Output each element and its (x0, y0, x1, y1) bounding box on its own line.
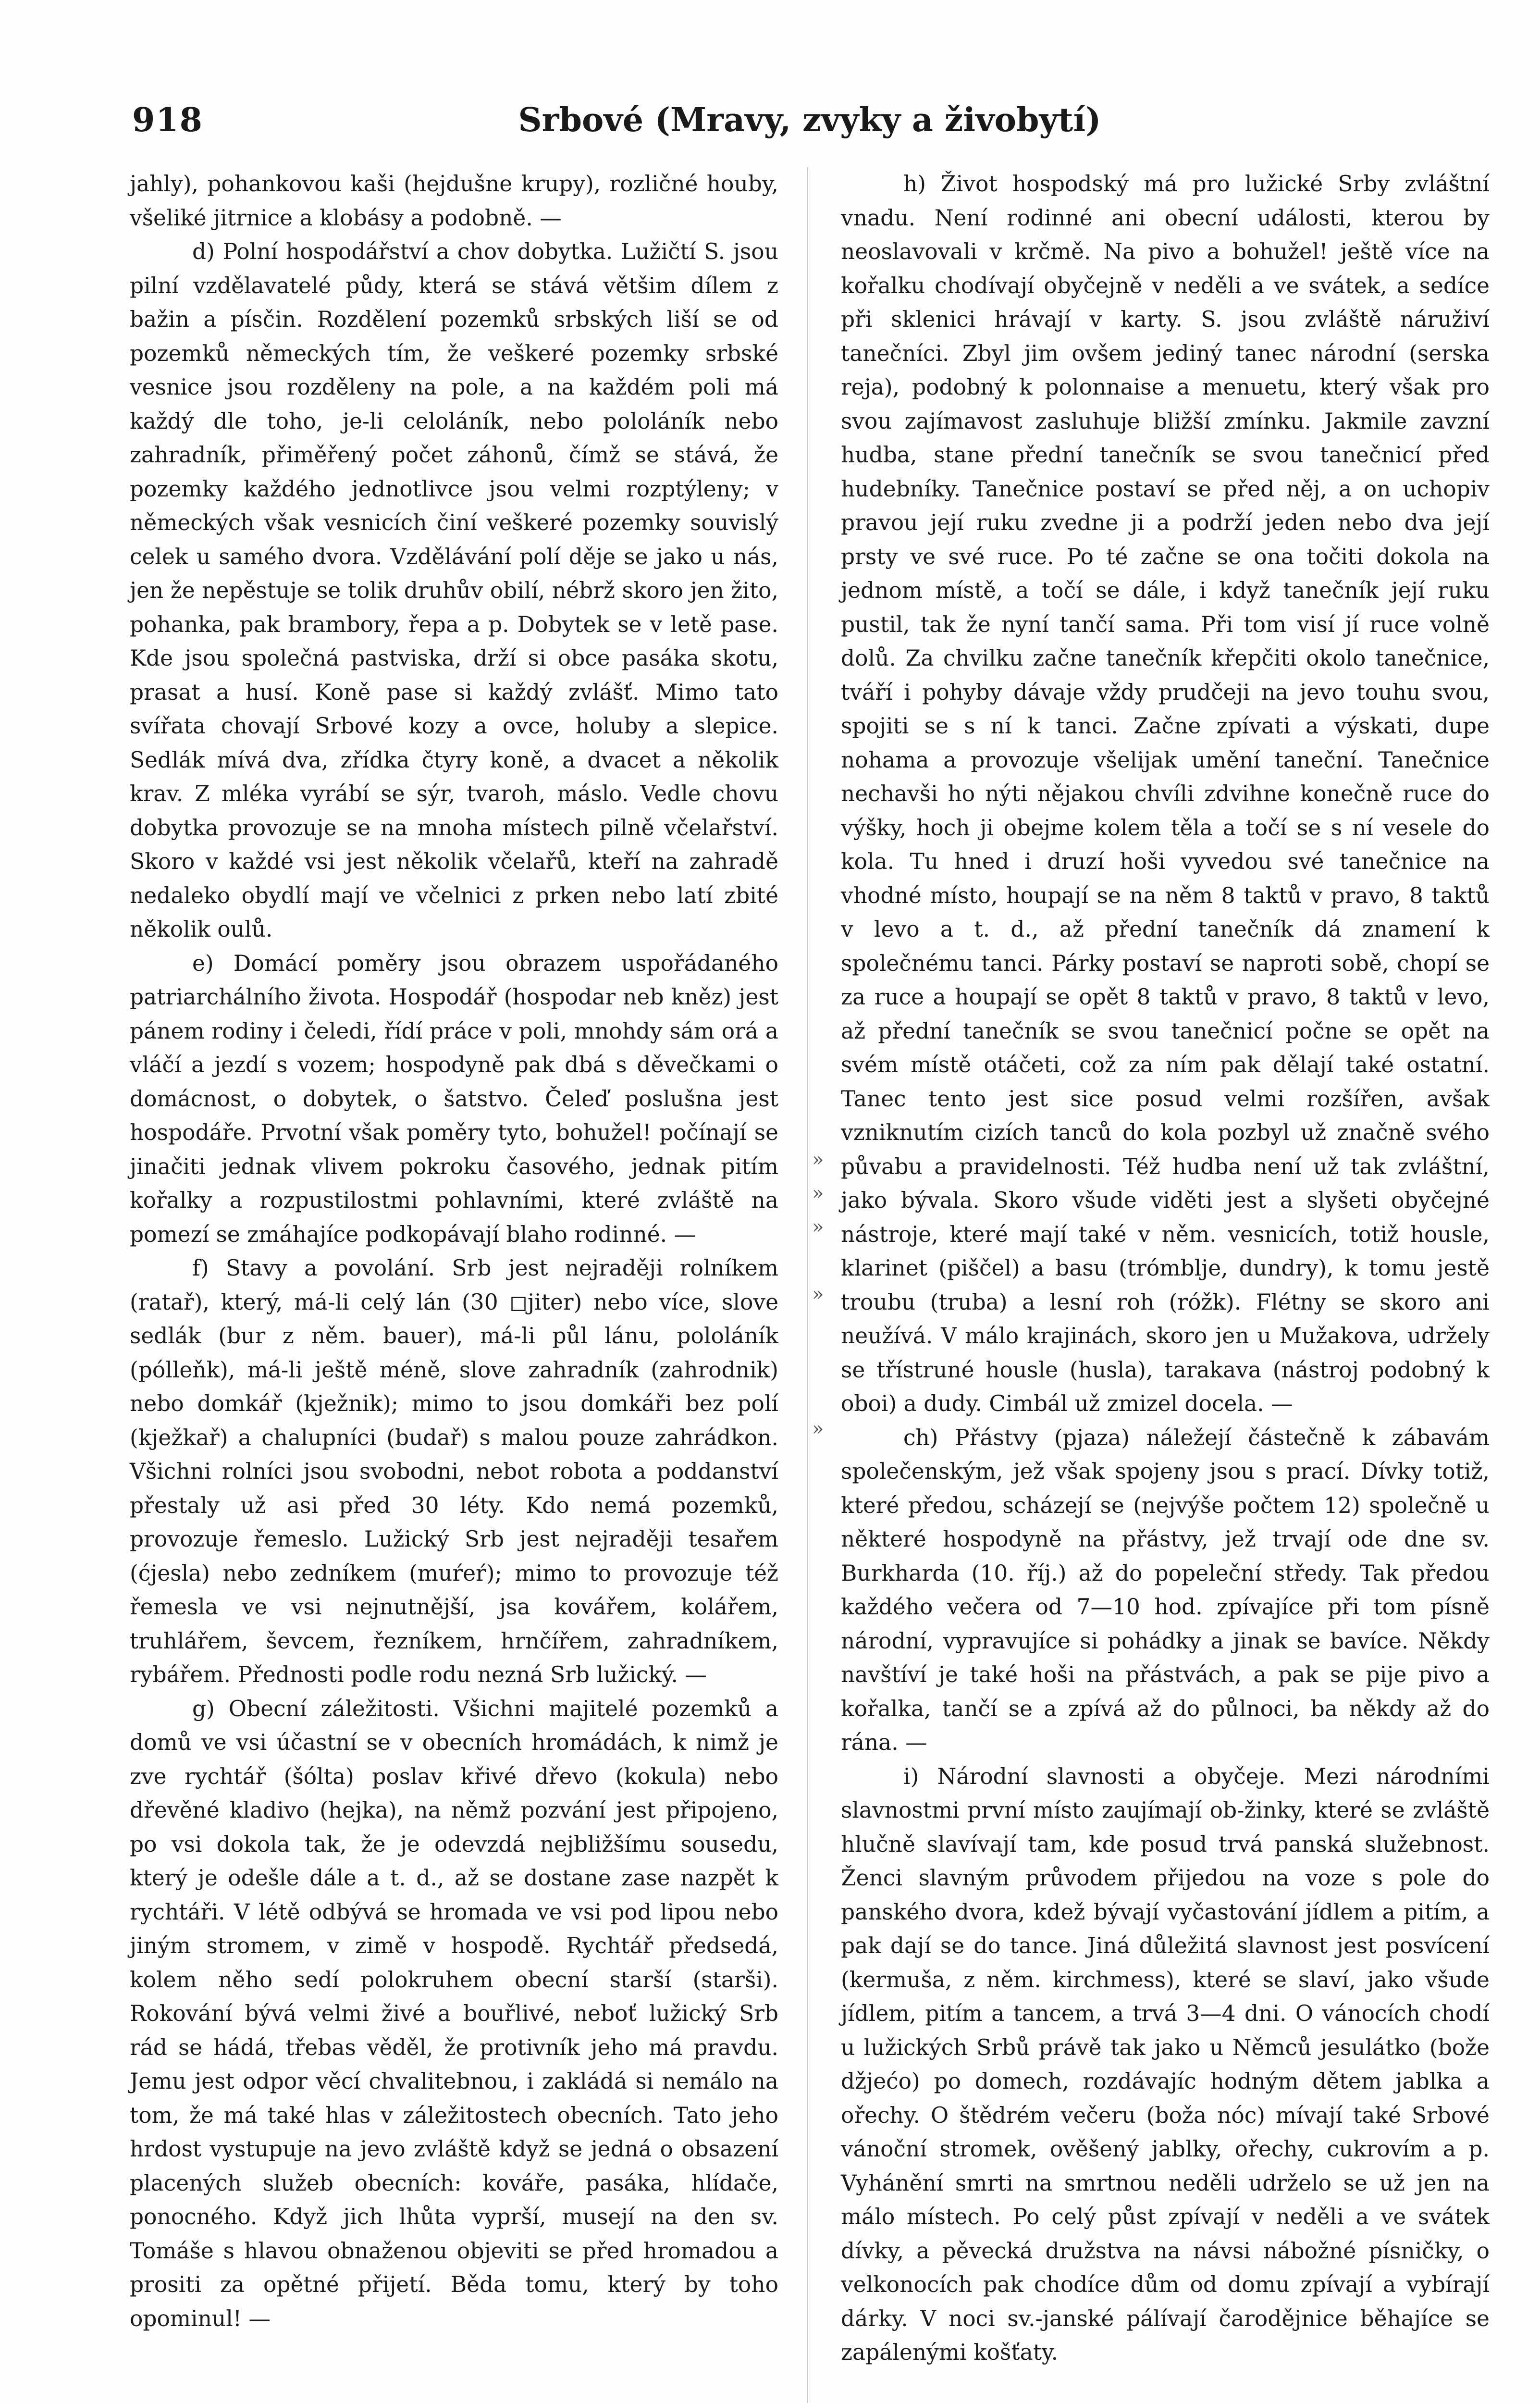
margin-mark: » (812, 1283, 824, 1305)
paragraph: e) Domácí poměry jsou obrazem uspořádaného patriarchálního života. Hospodář (hospodar neb kněz) jest pánem rodiny i čeledi, řídí práce v poli, mnohdy sám orá a vláčí a jezdí s vozem; hospodyně pak dbá s děvečkami o domácnost, o dobytek, o šatstvo. Čeleď poslušna jest hospodáře. Prvotní však poměry tyto, bohužel! počínají se jinačiti jednak vlivem pokroku časového, jednak pitím kořalky a rozpustilostmi pohlavními, které zvláště na pomezí se zmáhajíce podkopávají blaho rodinné. — (130, 950, 778, 1247)
paragraph: d) Polní hospodářství a chov dobytka. Lužičtí S. jsou pilní vzdělavatelé půdy, která se stává většim dílem z bažin a písčin. Rozdělení pozemků srbských liší se od pozemků německých tím, že veškeré pozemky srbské vesnice jsou rozděleny na pole, a na každém poli má každý dle toho, je-li celoláník, nebo pololáník nebo zahradník, přiměřený počet záhonů, čímž se stává, že pozemky každého jednotlivce jsou velmi rozptýleny; v německých však vesnicích činí veškeré pozemky souvislý celek u samého dvora. Vzdělávání polí děje se jako u nás, jen že nepěstuje se tolik druhův obilí, nébrž skoro jen žito, pohanka, pak brambory, řepa a p. Dobytek se v letě pase. Kde jsou společná pastviska, drží si obce pasáka skotu, prasat a husí. Koně pase si každý zvlášť. Mimo tato svířata chovají Srbové kozy a ovce, holuby a slepice. Sedlák mívá dva, zřídka čtyry koně, a dvacet a několik krav. Z mléka vyrábí se sýr, tvaroh, máslo. Vedle chovu dobytka provozuje se na mnoha místech pilně včelařství. Skoro v každé vsi jest několik včelařů, kteří na zahradě nedaleko obydlí mají ve včelnici z prken nebo latí zbité několik oulů. (130, 239, 778, 942)
margin-mark: » (812, 1182, 824, 1204)
column-divider (807, 167, 808, 2403)
margin-mark: » (812, 1418, 824, 1440)
page-header (132, 101, 1487, 144)
paragraph: jahly), pohankovou kaši (hejdušne krupy), rozličné houby, všeliké jitrnice a klobásy a podobně. — (130, 171, 778, 231)
paragraph: g) Obecní záležitosti. Všichni majitelé pozemků a domů ve vsi účastní se v obecních hromádách, k nimž je zve rychtář (šólta) poslav křivé dřevo (kokula) nebo dřevěné kladivo (hejka), na němž pozvání jest připojeno, po vsi dokola tak, že je odevzdá nejbližšímu sousedu, který je odešle dále a t. d., až se dostane zase nazpět k rychtáři. V létě odbývá se hromada ve vsi pod lipou nebo jiným stromem, v zimě v hospodě. Rychtář předsedá, kolem něho sedí polokruhem obecní starší (starši). Rokování bývá velmi živé a bouřlivé, neboť lužický Srb rád se hádá, třebas věděl, že protivník jeho má pravdu. Jemu jest odpor věcí chvalitebnou, i zakládá si nemálo na tom, že má také hlas v záležitostech obecních. Tato jeho hrdost vystupuje na jevo zvláště když se jedná o obsazení placených služeb obecních: kováře, pasáka, hlídače, ponocného. Když jich lhůta vyprší, musejí na den sv. Tomáše s hlavou obnaženou objeviti se před hromadou a prositi za opětné přijetí. Běda tomu, který by toho opominul! — (130, 1696, 778, 2331)
paragraph: h) Život hospodský má pro lužické Srby zvláštní vnadu. Není rodinné ani obecní události, kterou by neoslavovali v krčmě. Na pivo a bohužel! ještě více na kořalku chodívají obyčejně v neděli a ve svátek, a sedíce při sklenici hrávají v karty. S. jsou zvláště náruživí tanečníci. Zbyl jim ovšem jediný tanec národní (serska reja), podobný k polonnaise a menuetu, který však pro svou zajímavost zasluhuje bližší zmínku. Jakmile zavzní hudba, stane přední tanečník se svou tanečnicí před hudebníky. Tanečnice postaví se před něj, a on uchopiv pravou její ruku zvedne ji a podrží jeden nebo dva její prsty ve své ruce. Po té začne se ona točiti dokola na jednom místě, a točí se dále, i když tanečník její ruku pustil, tak že nyní tančí sama. Při tom visí jí ruce volně dolů. Za chvilku začne tanečník křepčiti okolo tanečnice, tváří i pohyby dávaje vždy prudčeji na jevo touhu svou, spojiti se s ní k tanci. Začne zpívati a výskati, dupe nohama a provozuje všelijak umění taneční. Tanečnice nechavši ho nýti nějakou chvíli zdvihne konečně ruce do výšky, hoch ji obejme kolem těla a točí se s ní vesele do kola. Tu hned i druzí hoši vyvedou své tanečnice na vhodné místo, houpají se na něm 8 taktů v pravo, 8 taktů v levo a t. d., až přední tanečník dá znamení k společnému tanci. Párky postaví se naproti sobě, chopí se za ruce a houpají se opět 8 taktů v pravo, 8 taktů v levo, až přední tanečník se svou tanečnicí počne se opět na svém místě otáčeti, což za ním pak dělají také ostatní. Tanec tento jest sice posud velmi rozšířen, avšak vzniknutím cizích tanců do kola pozbyl už značně svého půvabu a pravidelnosti. Též hudba není už tak zvláštní, jako bývala. Skoro všude viděti jest a slyšeti obyčejné nástroje, které mají také v něm. vesnicích, totiž housle, klarinet (piščel) a basu (trómblje, dundry), k tomu jestě troubu (truba) a lesní roh (róžk). Flétny se skoro ani neužívá. V málo krajinách, skoro jen u Mužakova, udržely se třístruné housle (husla), tarakava (nástroj podobný k oboi) a dudy. Cimbál už zmizel docela. — (841, 171, 1490, 1416)
running-title: Srbové (Mravy, zvyky a živobytí) (518, 101, 1101, 139)
paragraph: ch) Přástvy (pjaza) náležejí částečně k zábavám společenským, jež však spojeny jsou s prací. Dívky totiž, které předou, scházejí se (nejvýše počtem 12) společně u některé hospodyně na přástvy, jež trvají ode dne sv. Burkharda (10. říj.) až do popeleční středy. Tak předou každého večera od 7—10 hod. zpívajíce při tom písně národní, vypravujíce si pohádky a jinak se bavíce. Někdy navštíví je také hoši na přástvách, a pak se pije pivo a kořalka, tančí se a zpívá až do půlnoci, ba někdy až do rána. — (841, 1424, 1490, 1755)
margin-mark: » (812, 1216, 824, 1238)
margin-mark: » (812, 1149, 824, 1171)
paragraph: i) Národní slavnosti a obyčeje. Mezi národními slavnostmi první místo zaujímají ob-žinky, které se zvláště hlučně slavívají tam, kde posud trvá panská služebnost. Ženci slavným průvodem přijedou na voze s pole do panského dvora, kdež bývají vyčastování jídlem a pitím, a pak dají se do tance. Jiná důležitá slavnost jest posvícení (kermuša, z něm. kirchmess), které se slaví, jako všude jídlem, pitím a tancem, a trvá 3—4 dni. O vánocích chodí u lužických Srbů právě tak jako u Němců jesulátko (bože džjećo) po domech, rozdávajíc hodným dětem jablka a ořechy. O štědrém večeru (boža nóc) mívají také Srbové vánoční stromek, ověšený jablky, ořechy, cukrovím a p. Vyhánění smrti na smrtnou neděli udrželo se už jen na málo místech. Po celý půst zpívají v neděli a ve svátek dívky, a pěvecká družstva na návsi nábožné písničky, o velkonocích pak chodíce dům od domu zpívají a vybírají dárky. V noci sv.-janské pálívají čarodějnice běhajíce se zapálenými košťaty. (841, 1763, 1490, 2365)
right-column (841, 167, 1490, 2370)
page-number: 918 (132, 101, 203, 139)
paragraph: f) Stavy a povolání. Srb jest nejraději rolníkem (ratař), který, má-li celý lán (30 ◻jiter) nebo více, slove sedlák (bur z něm. bauer), má-li půl lánu, pololáník (pólleňk), má-li ještě méně, slove zahradník (zahrodnik) nebo domkář (kježnik); mimo to jsou domkáři bez polí (kježkař) a chalupníci (budař) s malou pouze zahrádkon. Všichni rolníci jsou svobodni, nebot robota a poddanství přestaly už asi před 30 léty. Kdo nemá pozemků, provozuje řemeslo. Lužický Srb jest nejraději tesařem (ćjesla) nebo zedníkem (muŕeŕ); mimo to provozuje též řemesla ve vsi nejnutnější, jsa kovářem, kolářem, truhlářem, ševcem, řezníkem, hrnčířem, zahradníkem, rybářem. Přednosti podle rodu nezná Srb lužický. — (130, 1255, 778, 1687)
left-column (130, 167, 778, 2336)
